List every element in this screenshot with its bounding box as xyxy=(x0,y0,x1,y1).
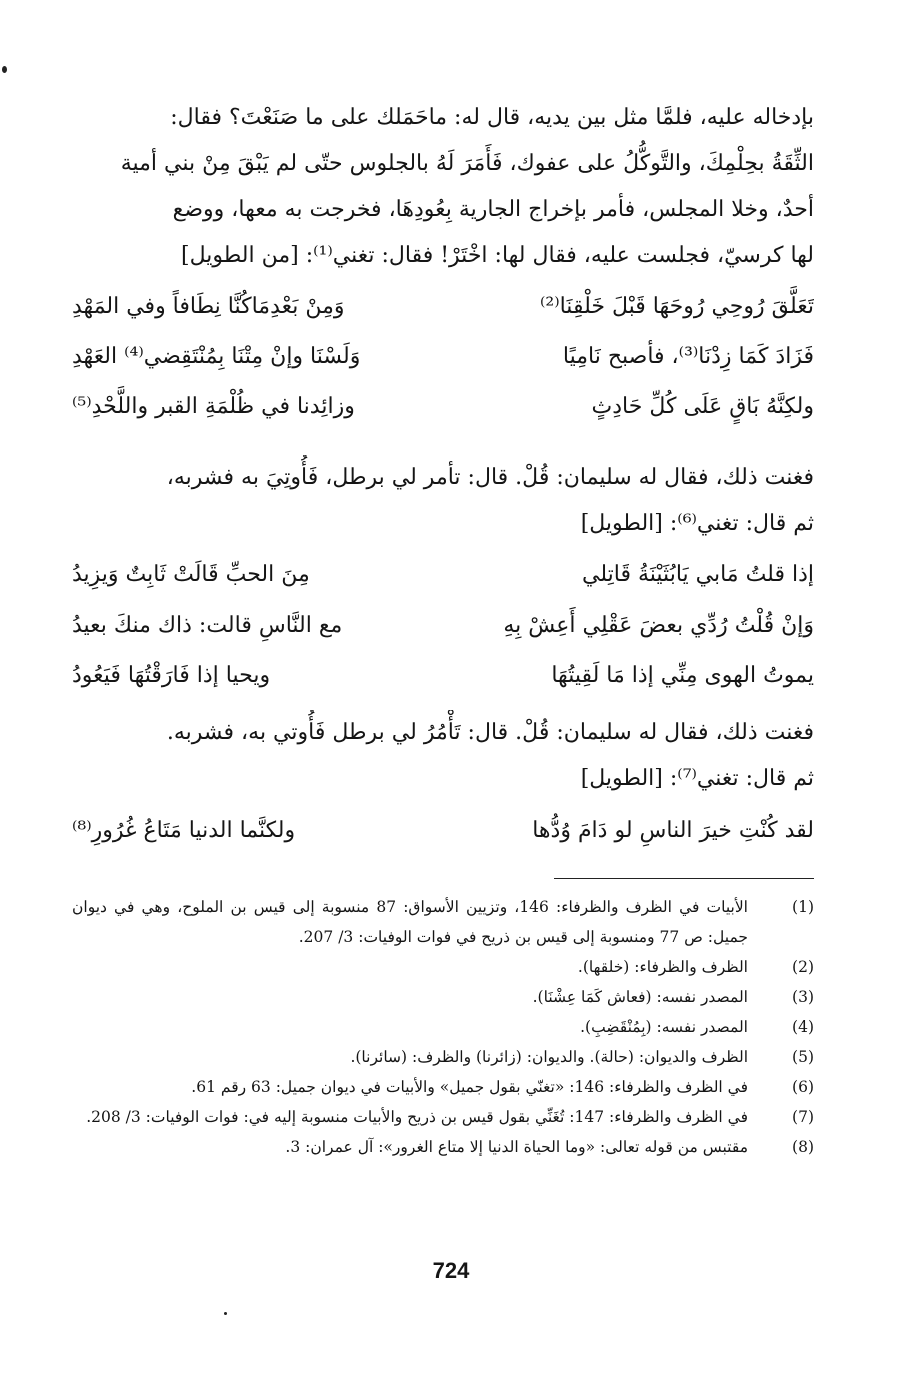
verse-line xyxy=(72,382,814,432)
footnote xyxy=(72,1132,814,1162)
footnote xyxy=(72,1072,814,1102)
footnote-number: (2) xyxy=(792,958,814,976)
footnote-text: مقتبس من قوله تعالى: «وما الحياة الدنيا إلا متاع الغرور»: آل عمران: 3. xyxy=(285,1138,748,1156)
verse-first-hemistich: ولكِنَّهُ بَاقٍ عَلَى كُلِّ حَادِثٍ xyxy=(591,394,814,419)
verse-second-hemistich: وَلَسْنَا وإنْ مِتْنَا بِمُنْتَقِضي⁽⁴⁾ العَهْدِ xyxy=(72,344,361,369)
verse-second-hemistich: وزائِدنا في ظُلْمَةِ القبر واللَّحْدِ⁽⁵⁾ xyxy=(72,394,355,419)
footnote xyxy=(72,1042,814,1072)
footnote-number: (3) xyxy=(792,988,814,1006)
text-line: ثم قال: تغني⁽⁷⁾: [الطويل] xyxy=(580,766,814,791)
footnote-number: (5) xyxy=(792,1048,814,1066)
verse-first-hemistich: تَعَلَّقَ رُوحِي رُوحَهَا قَبْلَ خَلْقِنَا⁽²⁾ xyxy=(539,294,814,319)
footnote-number: (8) xyxy=(792,1138,814,1156)
footnote-text: في الظرف والظرفاء: 147: تُغَنِّي بقول قيس بن ذريح والأبيات منسوبة إليه في: فوات الوفيات: 3/ 208. xyxy=(86,1108,748,1126)
verse-line xyxy=(72,282,814,332)
footnote-number: (6) xyxy=(792,1078,814,1096)
text-line: بإدخاله عليه، فلمَّا مثل بين يديه، قال له: ماحَمَلك على ما صَنَعْتَ؟ فقال: xyxy=(170,105,814,130)
verse-line xyxy=(72,550,814,600)
verse-second-hemistich: ويحيا إذا فَارَقْتُهَا فَيَعُودُ xyxy=(72,663,271,688)
footnote-number: (7) xyxy=(792,1108,814,1126)
verse-line xyxy=(72,332,814,382)
verse-first-hemistich: إذا قلتُ مَابي يَابُثَيْنَةُ قَاتِلي xyxy=(582,562,814,587)
verse-second-hemistich: مِنَ الحبِّ قَالَتْ ثَابِتٌ وَيزِيدُ xyxy=(72,562,310,587)
footnote xyxy=(72,892,814,952)
verse-line xyxy=(72,601,814,651)
footnote xyxy=(72,1012,814,1042)
text-line: أحدٌ، وخلا المجلس، فأمر بإخراج الجارية بِعُودِهَا، فخرجت به معها، ووضع xyxy=(172,197,814,222)
footnote-text: المصدر نفسه: (فعاش كَمَا عِشْنَا). xyxy=(532,988,748,1006)
verse-line xyxy=(72,651,814,701)
verse-first-hemistich: يموتُ الهوى مِنِّي إذا مَا لَقِيتُهَا xyxy=(551,663,814,688)
paragraph-1 xyxy=(72,95,814,279)
verse-second-hemistich: مع النَّاسِ قالت: ذاك منكَ بعيدُ xyxy=(72,613,343,638)
footnote xyxy=(72,982,814,1012)
text-line: فغنت ذلك، فقال له سليمان: قُلْ. قال: تأمر لي برطل، فَأُوتِيَ به فشربه، xyxy=(166,465,814,490)
verse-first-hemistich: فَزَادَ كَمَا زِدْنَا⁽³⁾، فأصبح نَامِيًا xyxy=(562,344,814,369)
footnote-number: (1) xyxy=(792,898,814,916)
footnote-text: الظرف والظرفاء: (خلقها). xyxy=(577,958,748,976)
footnote xyxy=(72,1102,814,1132)
scan-speck xyxy=(224,1312,227,1315)
footnote xyxy=(72,952,814,982)
verse-line xyxy=(72,806,814,856)
text-line: ثم قال: تغني⁽⁶⁾: [الطويل] xyxy=(580,511,814,536)
footnote-text: الأبيات في الظرف والظرفاء: 146، وتزيين الأسواق: 87 منسوبة إلى قيس بن الملوح، وهي في ديوان جميل: ص 77 ومنسوبة إلى قيس بن ذريح في فوات الوفيات: 3/ 207. xyxy=(72,898,748,946)
footnote-text: المصدر نفسه: (بِمُنْقَضِبِ). xyxy=(580,1018,748,1036)
verse-second-hemistich: ولكنَّما الدنيا مَتَاعُ غُرُورِ⁽⁸⁾ xyxy=(72,818,296,843)
page-number: 724 xyxy=(432,1258,470,1283)
footnotes xyxy=(72,892,814,1162)
text-line: فغنت ذلك، فقال له سليمان: قُلْ. قال: تَأْمُرُ لي برطل فَأُوتي به، فشربه. xyxy=(166,720,814,745)
scan-speck xyxy=(2,66,7,73)
footnote-divider xyxy=(554,878,814,879)
verse-first-hemistich: لقد كُنْتِ خيرَ الناسِ لو دَامَ وُدُّها xyxy=(532,818,814,843)
text-line: لها كرسيّ، فجلست عليه، فقال لها: اخْتَرْ! فقال: تغني⁽¹⁾: [من الطويل] xyxy=(181,243,814,268)
footnote-text: في الظرف والظرفاء: 146: «تغنّي بقول جميل» والأبيات في ديوان جميل: 63 رقم 61. xyxy=(191,1078,748,1096)
footnote-text: الظرف والديوان: (حالة). والديوان: (زائرنا) والظرف: (سائرنا). xyxy=(350,1048,748,1066)
verse-first-hemistich: وَإنْ قُلْتُ رُدِّي بعضَ عَقْلِي أَعِشْ بِهِ xyxy=(503,613,814,638)
paragraph-3 xyxy=(72,710,814,802)
paragraph-2 xyxy=(72,455,814,547)
text-line: الثِّقَةُ بحِلْمِكَ، والتَّوكُّلُ على عفوك، فَأَمَرَ لَهُ بالجلوس حتّى لم يَبْقَ مِنْ بني أمية xyxy=(120,151,814,176)
footnote-number: (4) xyxy=(792,1018,814,1036)
verse-second-hemistich: وَمِنْ بَعْدِمَاكُنَّا نِطَافاً وفي المَهْدِ xyxy=(72,294,345,319)
